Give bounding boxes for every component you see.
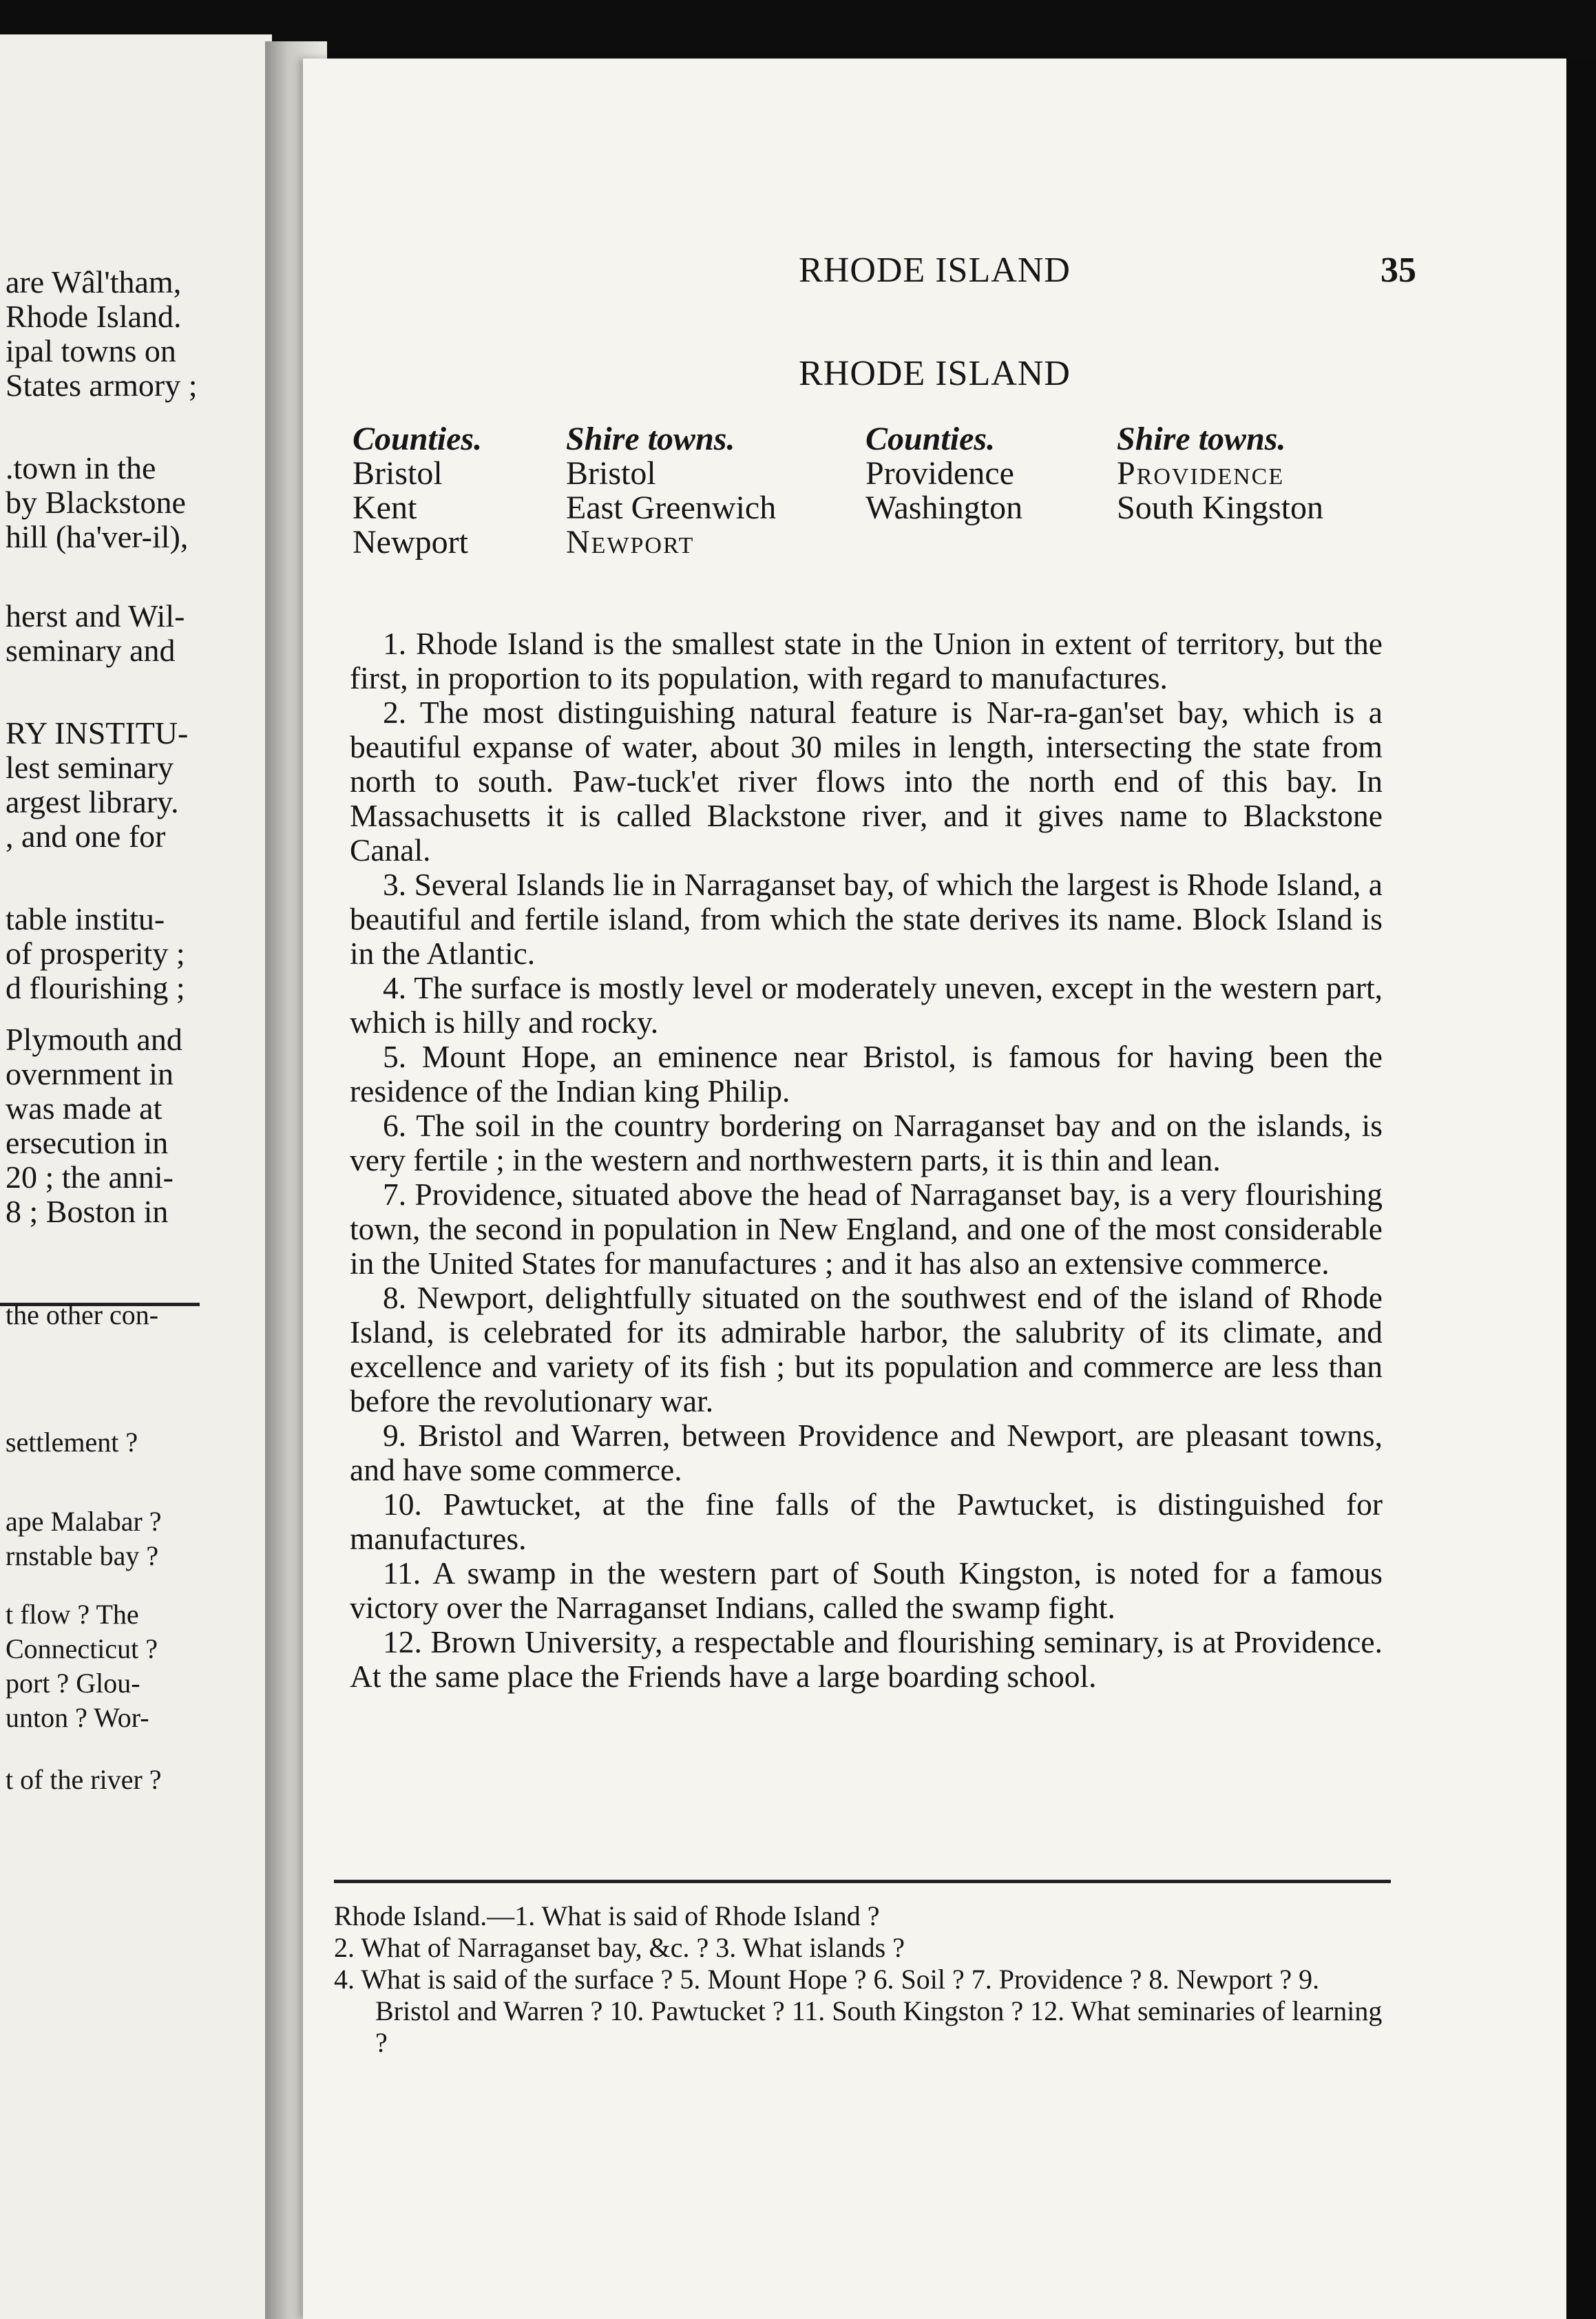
paragraph-6: 6. The soil in the country bordering on Narraganset bay and on the islands, is very fertile ; in the western and northwestern parts, it is thin and lean.: [350, 1108, 1383, 1177]
left-page-fragment: was made at: [6, 1091, 162, 1126]
left-page-fragment: d flourishing ;: [6, 970, 185, 1005]
paragraph-3: 3. Several Islands lie in Narraganset bay, of which the largest is Rhode Island, a beautiful and fertile island, from which the state derives its name. Block Island is in the Atlantic.: [350, 867, 1383, 971]
county: Bristol: [353, 455, 443, 492]
paragraph-12: 12. Brown University, a respectable and flourishing seminary, is at Providence. At the same place the Friends have a large boarding school.: [350, 1624, 1383, 1694]
page-number: 35: [1380, 251, 1416, 290]
paragraph-4: 4. The surface is mostly level or moderately uneven, except in the western part, which is hilly and rocky.: [350, 970, 1383, 1040]
column-header: Counties.: [865, 421, 996, 457]
left-page-fragment: .town in the: [6, 450, 156, 485]
left-page-question-fragment: t flow ? The: [6, 1599, 139, 1630]
left-page-fragment: of prosperity ;: [6, 936, 185, 971]
paragraph-9: 9. Bristol and Warren, between Providence and Newport, are pleasant towns, and have some commerce.: [350, 1418, 1383, 1487]
question-line-2: 2. What of Narraganset bay, &c. ? 3. What islands ?: [334, 1932, 905, 1963]
paragraph-10: 10. Pawtucket, at the fine falls of the Pawtucket, is distinguished for manufactures.: [350, 1487, 1383, 1556]
county: Newport: [353, 524, 468, 560]
paragraph-7: 7. Providence, situated above the head of Narraganset bay, is a very flourishing town, the second in population in New England, and one of the most considerable in the United States for manufactures ; and it has also an extensive commerce.: [350, 1177, 1383, 1281]
left-page-fragment: lest seminary: [6, 750, 174, 785]
paragraph-11: 11. A swamp in the western part of South Kingston, is noted for a famous victory over the Narraganset Indians, called the swamp fight.: [350, 1555, 1383, 1625]
county: Providence: [865, 455, 1014, 492]
left-page-fragment: 8 ; Boston in: [6, 1194, 169, 1229]
left-page-fragment: ersecution in: [6, 1125, 169, 1160]
left-page-question-fragment: ape Malabar ?: [6, 1506, 162, 1537]
paragraph-2: 2. The most distinguishing natural feature is Nar-ra-gan'set bay, which is a beautiful expanse of water, about 30 miles in length, intersecting the state from north to south. Paw-tuck'et river flows into the north end of this bay. In Massachusetts it is called Blackstone river, and it gives name to Blackstone Canal.: [350, 695, 1383, 868]
county: Kent: [353, 490, 417, 526]
column-header: Counties.: [353, 421, 483, 457]
left-page-question-fragment: port ? Glou-: [6, 1668, 140, 1699]
section-rule: [334, 1880, 1391, 1883]
body-text: [350, 627, 1383, 1694]
paragraph-5: 5. Mount Hope, an eminence near Bristol, is famous for having been the residence of the Indian king Philip.: [350, 1039, 1383, 1109]
left-page-fragment: States armory ;: [6, 368, 198, 403]
left-page: [0, 34, 272, 2319]
left-page-fragment: argest library.: [6, 784, 179, 819]
running-head: RHODE ISLAND: [799, 251, 1071, 290]
left-page-fragment: RY INSTITU-: [6, 715, 189, 751]
right-page: [303, 59, 1566, 2319]
left-page-fragment: Rhode Island.: [6, 299, 182, 334]
left-page-fragment: hill (ha'ver-il),: [6, 519, 189, 554]
paragraph-8: 8. Newport, delightfully situated on the southwest end of the island of Rhode Island, is celebrated for its admirable harbor, the salubrity of its climate, and excellence and variety of its fish ; but its population and commerce are less than before the revolutionary war.: [350, 1280, 1383, 1418]
review-questions: [334, 1900, 1391, 2059]
left-page-question-fragment: Connecticut ?: [6, 1633, 158, 1664]
column-header: Shire towns.: [1117, 421, 1286, 457]
left-page-question-fragment: settlement ?: [6, 1427, 138, 1458]
section-title: RHODE ISLAND: [799, 354, 1071, 393]
left-page-question-fragment: t of the river ?: [6, 1764, 162, 1795]
question-line-1: Rhode Island.—1. What is said of Rhode Island ?: [334, 1900, 880, 1931]
shire-town: South Kingston: [1117, 490, 1324, 526]
left-page-fragment: seminary and: [6, 633, 176, 668]
left-page-fragment: table institu-: [6, 901, 165, 936]
shire-town: East Greenwich: [566, 490, 777, 526]
column-header: Shire towns.: [566, 421, 735, 457]
left-page-question-fragment: rnstable bay ?: [6, 1540, 159, 1571]
left-page-fragment: herst and Wil-: [6, 598, 185, 633]
counties-column-1: [353, 422, 482, 560]
left-page-question-fragment: the other con-: [6, 1299, 159, 1330]
scan-right-border: [1566, 59, 1596, 2319]
shire-towns-column-2: [1117, 422, 1323, 525]
left-page-fragment: , and one for: [6, 819, 166, 854]
left-page-fragment: by Blackstone: [6, 485, 186, 520]
left-page-fragment: ipal towns on: [6, 333, 176, 368]
shire-town: Providence: [1117, 455, 1285, 492]
paragraph-1: 1. Rhode Island is the smallest state in the Union in extent of territory, but the first, in proportion to its population, with regard to manufactures.: [350, 626, 1383, 695]
shire-towns-column-1: [566, 422, 776, 560]
left-page-question-fragment: unton ? Wor-: [6, 1702, 149, 1733]
left-page-fragment: 20 ; the anni-: [6, 1160, 174, 1195]
left-page-fragment: overnment in: [6, 1056, 174, 1091]
left-page-fragment: are Wâl'tham,: [6, 264, 182, 300]
left-page-fragment: Plymouth and: [6, 1022, 182, 1057]
shire-town: Bristol: [566, 455, 656, 492]
question-line-3: 4. What is said of the surface ? 5. Mount Hope ? 6. Soil ? 7. Providence ? 8. Newport ? 9. Bristol and Warren ? 10. Pawtucket ? 11. South Kingston ? 12. What seminaries of learning ?: [334, 1964, 1383, 2058]
county: Washington: [865, 490, 1023, 526]
counties-column-2: [865, 422, 1022, 525]
shire-town: Newport: [566, 524, 695, 560]
